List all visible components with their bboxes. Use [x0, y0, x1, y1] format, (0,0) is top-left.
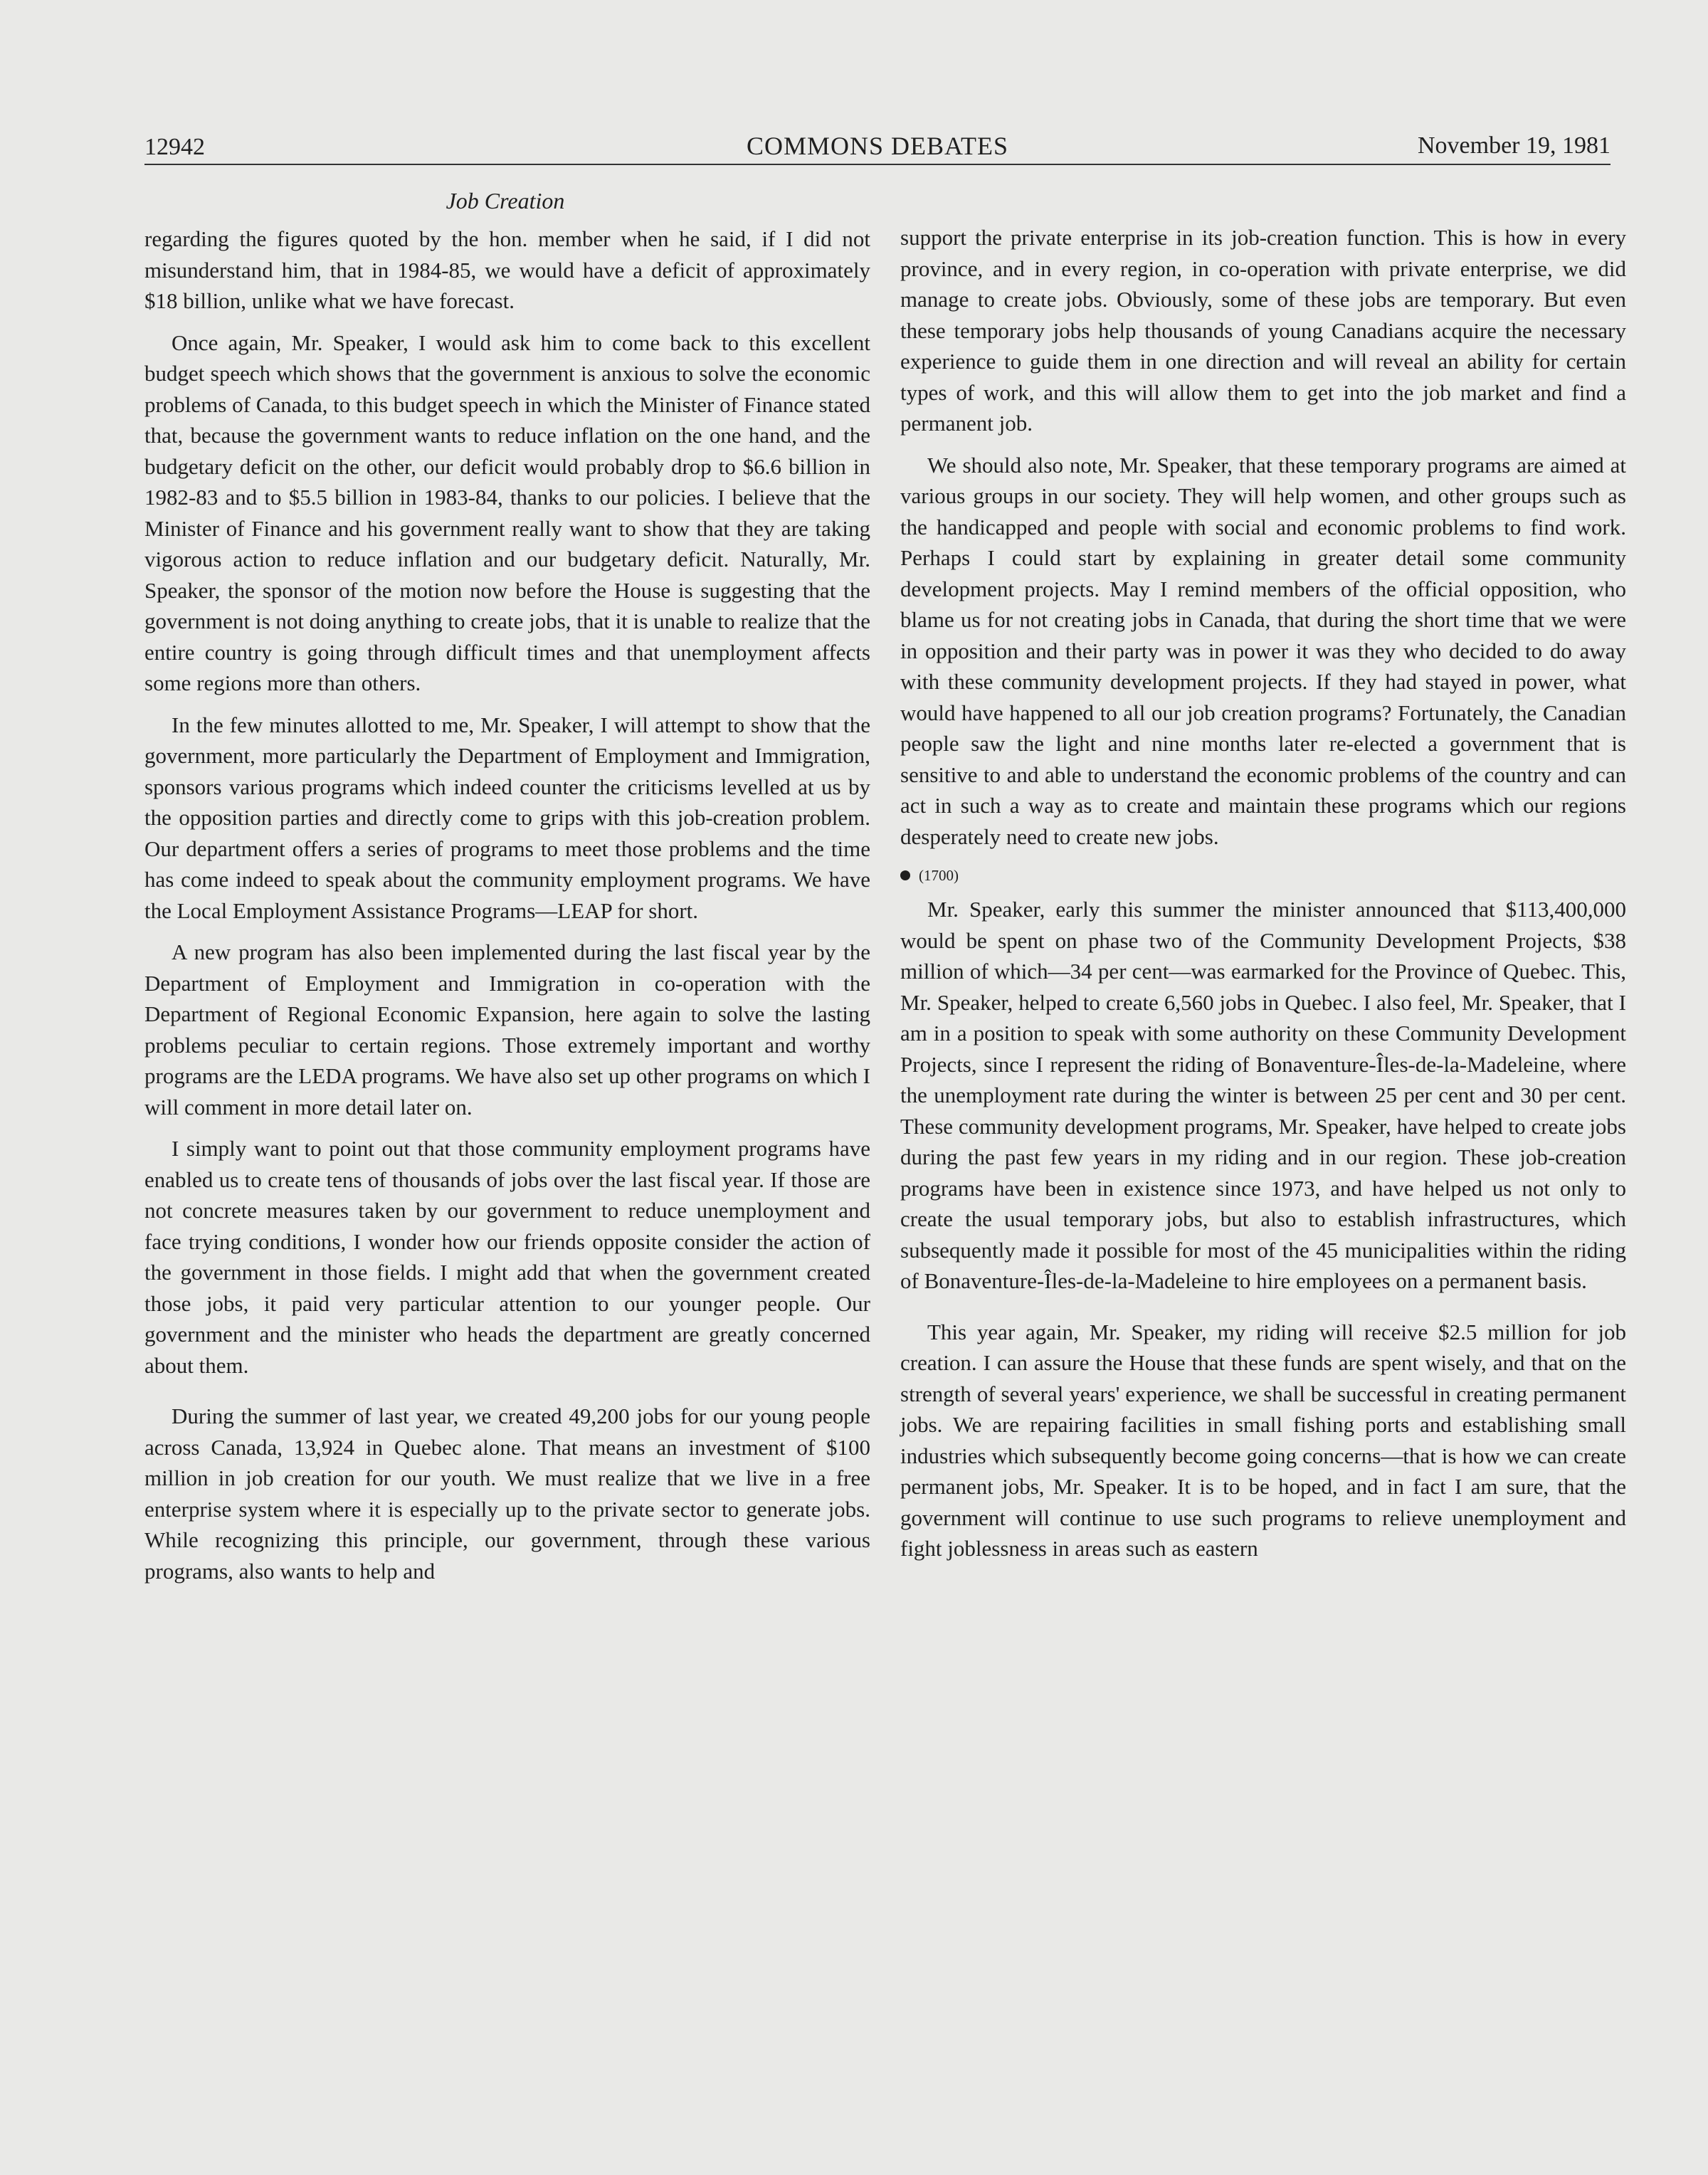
running-title: COMMONS DEBATES: [746, 132, 1009, 160]
time-marker-label: (1700): [919, 867, 959, 884]
paragraph: I simply want to point out that those community employment programs have enabled us to create tens of thousands of jobs over the last fiscal year. If those are not concrete measures taken by our government to reduce unemployment and face trying conditions, I wonder how our friends opposite consider the action of the government in those fields. I might add that when the government created those jobs, it paid very particular attention to our younger people. Our government and the minister who heads the department are greatly concerned about them.: [144, 1136, 870, 1378]
paragraph: A new program has also been implemented during the last fiscal year by the Department of Employment and Immigration in co-operation with the Department of Regional Economic Expansion, here again to solve the lasting problems peculiar to certain regions. Those extremely important and worthy programs are the LEDA programs. We have also set up other programs on which I will comment in more detail later on.: [144, 939, 870, 1120]
right-column: [900, 222, 1626, 1575]
paragraph: In the few minutes allotted to me, Mr. Speaker, I will attempt to show that the government, more particularly the Department of Employment and Immigration, sponsors various programs which indeed counter the criticisms levelled at us by the opposition parties and directly come to grips with this job-creation problem. Our department offers a series of programs to meet those problems and the time has come indeed to speak about the community employment programs. We have the Local Employment Assistance Programs—LEAP for short.: [144, 712, 870, 923]
paragraph: Mr. Speaker, early this summer the minister announced that $113,400,000 would be spent on phase two of the Community Development Projects, $38 million of which—34 per cent—was earmarked for the Province of Quebec. This, Mr. Speaker, helped to create 6,560 jobs in Quebec. I also feel, Mr. Speaker, that I am in a position to speak with some authority on these Community Development Projects, since I represent the riding of Bonaventure-Îles-de-la-Madeleine, where the unemployment rate during the winter is between 25 per cent and 30 per cent. These community development programs, Mr. Speaker, have helped to create jobs during the past few years in my riding and in our region. These job-creation programs have been in existence since 1973, and have helped us not only to create the usual temporary jobs, but also to establish infrastructures, which subsequently made it possible for most of the 45 municipalities within the riding of Bonaventure-Îles-de-la-Madeleine to hire employees on a permanent basis.: [900, 897, 1626, 1293]
paragraph: Once again, Mr. Speaker, I would ask him to come back to this excellent budget speech which shows that the government is anxious to solve the economic problems of Canada, to this budget speech in which the Minister of Finance stated that, because the government wants to reduce inflation on the one hand, and the budgetary deficit on the other, our deficit would probably drop to $6.6 billion in 1982-83 and to $5.5 billion in 1983-84, thanks to our policies. I believe that the Minister of Finance and his government really want to show that they are taking vigorous action to reduce inflation and our budgetary deficit. Naturally, Mr. Speaker, the sponsor of the motion now before the House is suggesting that the government is not doing anything to create jobs, that it is unable to realize that the entire country is going through difficult times and that unemployment affects some regions more than others.: [144, 330, 870, 695]
paragraph: regarding the figures quoted by the hon. member when he said, if I did not misunderstand him, that in 1984-85, we would have a deficit of approximately $18 billion, unlike what we have forecast.: [144, 226, 870, 313]
left-column: [144, 223, 870, 1597]
paragraph: We should also note, Mr. Speaker, that these temporary programs are aimed at various groups in our society. They will help women, and other groups such as the handicapped and people with social and economic problems to find work. Perhaps I could start by explaining in greater detail some community development projects. May I remind members of the official opposition, who blame us for not creating jobs in Canada, that during the short time that we were in opposition and their party was in power it was they who decided to do away with these community development projects. If they had stayed in power, what would have happened to all our job creation programs? Fortunately, the Canadian people saw the light and nine months later re-elected a government that is sensitive to and able to understand the economic problems of the country and can act in such a way as to create and maintain these programs which our regions desperately need to create new jobs.: [900, 452, 1626, 849]
header-rule: [144, 164, 1611, 165]
paragraph: This year again, Mr. Speaker, my riding will receive $2.5 million for job creation. I can assure the House that these funds are spent wisely, and that on the strength of several years' experience, we shall be successful in creating permanent jobs. We are repairing facilities in small fishing ports and establishing small industries which subsequently become going concerns—that is how we can create permanent jobs, Mr. Speaker. It is to be hoped, and in fact I am sure, that the government will continue to use such programs to relieve unemployment and fight joblessness in areas such as eastern: [900, 1319, 1626, 1561]
paragraph: support the private enterprise in its job-creation function. This is how in every province, and in every region, in co-operation with private enterprise, we did manage to create jobs. Obviously, some of these jobs are temporary. But even these temporary jobs help thousands of young Canadians acquire the necessary experience to guide them in one direction and will reveal an ability for certain types of work, and this will allow them to get into the job market and find a permanent job.: [900, 225, 1626, 436]
section-title: Job Creation: [446, 188, 565, 214]
page-number: 12942: [144, 134, 205, 160]
bullet-icon: [900, 870, 910, 880]
time-marker: [900, 863, 1626, 888]
page-header: [144, 131, 1611, 167]
paragraph: During the summer of last year, we created 49,200 jobs for our young people across Canada, 13,924 in Quebec alone. That means an investment of $100 million in job creation for our youth. We must realize that we live in a free enterprise system where it is especially up to the private sector to generate jobs. While recognizing this principle, our government, through these various programs, also wants to help and: [144, 1404, 870, 1584]
issue-date: November 19, 1981: [1417, 132, 1611, 159]
